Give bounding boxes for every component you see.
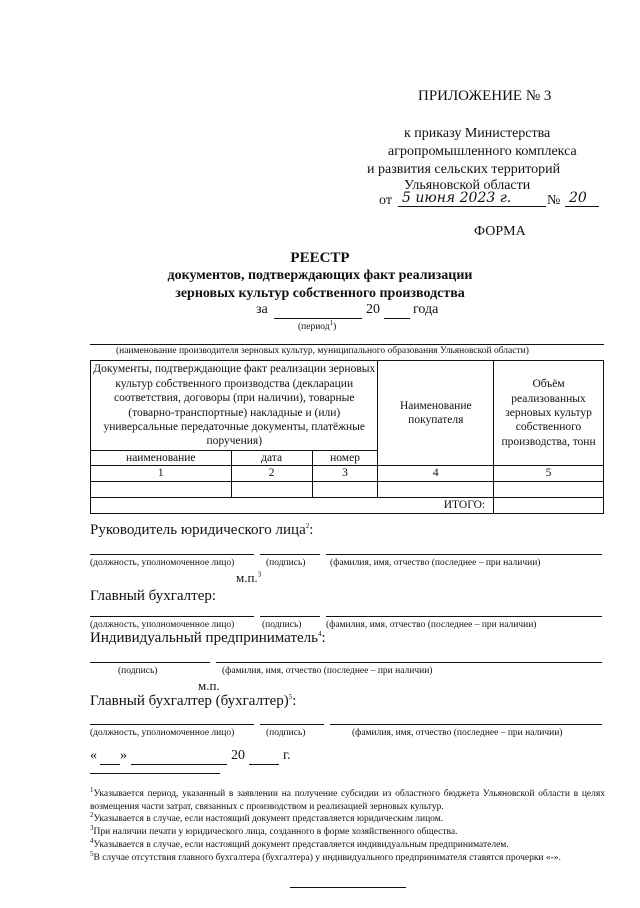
date-prefix: от	[379, 193, 392, 208]
position-line	[90, 724, 254, 725]
date-open-quote: «	[90, 748, 97, 763]
number-prefix: №	[547, 193, 561, 208]
caption-fio: (фамилия, имя, отчество (последнее – при наличии)	[330, 558, 541, 568]
position-line	[90, 616, 254, 617]
col-number: 5	[494, 466, 604, 481]
entrepreneur-label: Индивидуальный предприниматель$^4$:	[90, 630, 326, 646]
end-separator	[290, 887, 406, 888]
signature-line	[260, 724, 324, 725]
order-line-1: к приказу Министерства	[404, 126, 551, 141]
caption-signature: (подпись)	[118, 666, 158, 676]
footnote-3: $^3$При наличии печати у юридического лица, созданного в форме хозяйственного общества.	[90, 824, 458, 838]
date-year-label: 20	[231, 748, 245, 763]
footnote-1: $^1$Указывается период, указанный в заявлении на получение субсидии из областного бюджета Ульяновской области в целях возмещения части затрат, связанных с производством и реализацией зерновых культур.	[90, 786, 605, 812]
caption-position: (должность, уполномоченное лицо)	[90, 728, 235, 738]
signature-line	[260, 554, 320, 555]
header-buyer: Наименование покупателя	[378, 361, 494, 466]
subheader-date: дата	[231, 451, 312, 466]
date-suffix: г.	[283, 748, 291, 763]
period-caption: (период$^1$)	[298, 319, 337, 333]
document-title: РЕЕСТР	[290, 250, 350, 266]
table-row	[91, 481, 604, 497]
caption-fio: (фамилия, имя, отчество (последнее – при наличии)	[222, 666, 433, 676]
period-year: 20	[366, 302, 380, 317]
total-value	[494, 497, 604, 513]
order-line-3: и развития сельских территорий	[367, 162, 561, 177]
signature-line	[90, 662, 210, 663]
stamp-label: м.п.$^3$	[236, 570, 262, 585]
col-number: 3	[312, 466, 378, 481]
stamp-label-2: м.п.	[198, 678, 220, 693]
caption-fio: (фамилия, имя, отчество (последнее – при наличии)	[352, 728, 563, 738]
header-documents: Документы, подтверждающие факт реализации зерновых культур собственного производства (декларации соответствия, договоры (при наличии), товарные (товарно-транспортные) накладные и (или) универсальные передаточные документы, платёжные поручения)	[91, 361, 378, 451]
year-line	[249, 764, 279, 765]
column-numbers-row	[91, 466, 604, 481]
col-number: 1	[91, 466, 232, 481]
period-prefix: за	[256, 302, 268, 317]
form-label: ФОРМА	[474, 224, 526, 239]
header-volume: Объём реализованных зерновых культур собственного производства, тонн	[494, 361, 604, 466]
footnote-4: $^4$Указывается в случае, если настоящий документ представляется индивидуальным предпринимателем.	[90, 837, 509, 851]
chief-accountant2-label: Главный бухгалтер (бухгалтер)$^5$:	[90, 693, 297, 709]
order-line-4: Ульяновской области	[404, 178, 531, 193]
caption-position: (должность, уполномоченное лицо)	[90, 620, 235, 630]
document-subtitle-2: зерновых культур собственного производства	[175, 286, 465, 301]
document-subtitle-1: документов, подтверждающих факт реализации	[167, 268, 473, 283]
caption-position: (должность, уполномоченное лицо)	[90, 558, 235, 568]
fio-line	[326, 554, 602, 555]
signature-line	[260, 616, 320, 617]
order-line-2: агропромышленного комплекса	[388, 144, 577, 159]
footnote-2: $^2$Указывается в случае, если настоящий документ представляется юридическим лицом.	[90, 811, 444, 825]
caption-signature: (подпись)	[266, 558, 306, 568]
day-line	[100, 764, 120, 765]
caption-signature: (подпись)	[266, 728, 306, 738]
legal-head-label: Руководитель юридического лица$^2$:	[90, 522, 314, 538]
subheader-name: наименование	[91, 451, 232, 466]
caption-fio: (фамилия, имя, отчество (последнее – при наличии)	[326, 620, 537, 630]
period-suffix: года	[413, 302, 439, 317]
total-row	[91, 497, 604, 513]
fio-line	[330, 724, 602, 725]
footnote-5: $^5$В случае отсутствия главного бухгалтера (бухгалтера) у индивидуального предпринимателя ставятся прочерки «-».	[90, 850, 561, 864]
producer-caption: (наименование производителя зерновых культур, муниципального образования Ульяновской области)	[116, 346, 529, 356]
chief-accountant-label: Главный бухгалтер:	[90, 588, 217, 604]
month-line	[131, 764, 227, 765]
fio-line	[326, 616, 602, 617]
producer-line	[90, 344, 604, 345]
registry-table	[90, 360, 604, 514]
col-number: 4	[378, 466, 494, 481]
col-number: 2	[231, 466, 312, 481]
position-line	[90, 554, 254, 555]
appendix-number: ПРИЛОЖЕНИЕ № 3	[418, 88, 552, 104]
footnote-separator	[90, 773, 220, 774]
handwritten-number: 20	[565, 190, 599, 207]
fio-line	[216, 662, 602, 663]
handwritten-date: 5 июня 2023 г.	[398, 190, 546, 207]
total-label: ИТОГО:	[91, 497, 494, 513]
caption-signature: (подпись)	[262, 620, 302, 630]
year-line	[384, 318, 410, 319]
subheader-number: номер	[312, 451, 378, 466]
date-close-quote: »	[120, 748, 127, 763]
